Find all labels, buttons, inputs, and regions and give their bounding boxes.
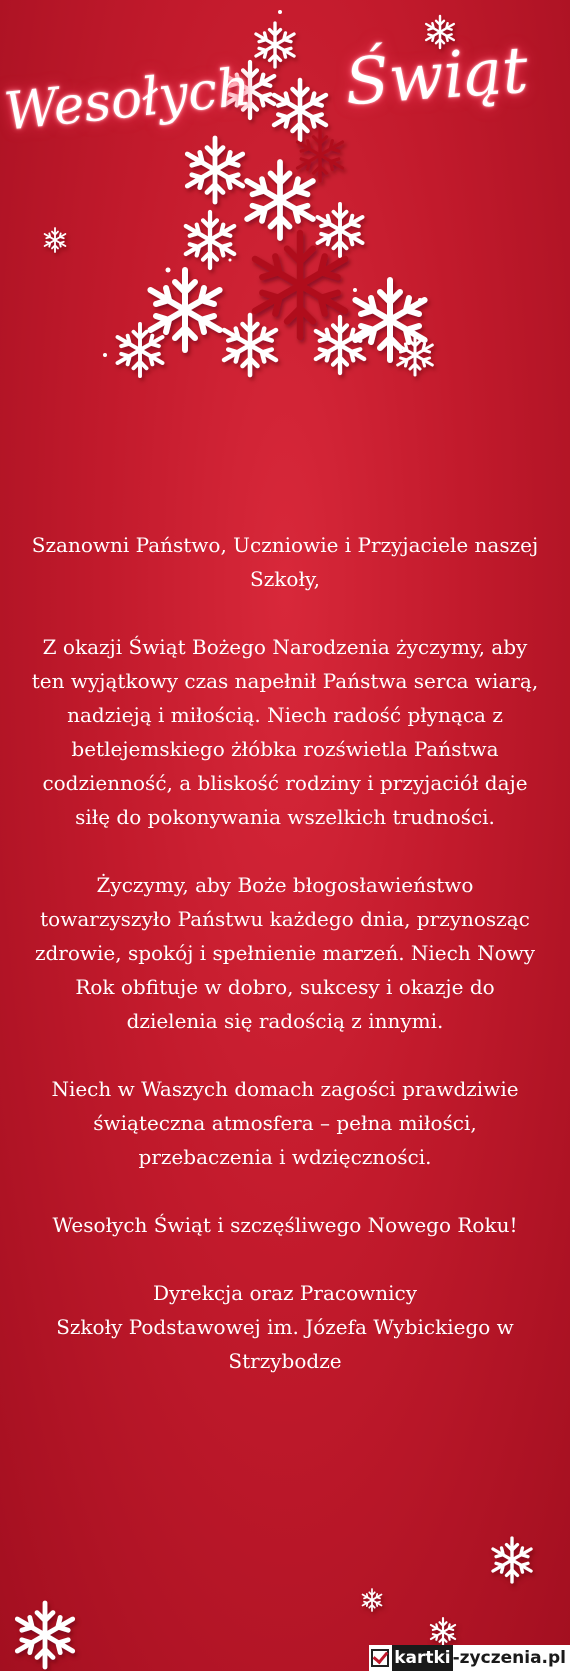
signature-line-2: Szkoły Podstawowej im. Józefa Wybickiego w Strzybodze xyxy=(56,1315,514,1373)
message-paragraph-3: Niech w Waszych domach zagości prawdziwie świąteczna atmosfera – pełna miłości, przebaczenia i wdzięczności. xyxy=(51,1077,519,1169)
snowflake-icon xyxy=(431,1618,455,1646)
brand-name-part1: kartki xyxy=(392,1645,452,1671)
snowflake-icon xyxy=(362,1589,381,1611)
snowflake-icon xyxy=(493,1538,531,1582)
title-word-wesolych: Wesołych xyxy=(1,57,254,143)
signature-line-1: Dyrekcja oraz Pracownicy xyxy=(152,1281,418,1305)
brand-watermark-link[interactable] xyxy=(369,1645,570,1671)
snowflake-icon xyxy=(17,1603,72,1667)
logo-check-icon xyxy=(371,1649,389,1667)
greeting-message xyxy=(30,528,540,1378)
message-paragraph-1: Z okazji Świąt Bożego Narodzenia życzymy, aby ten wyjątkowy czas napełnił Państwa serca wiarą, nadzieją i miłością. Niech radość płynąca z betlejemskiego żłóbka rozświetla Państwa codzienność, a bliskość rodziny i przyjaciół daje siłę do pokonywania wszelkich trudności. xyxy=(31,635,539,829)
message-paragraph-2: Życzymy, aby Boże błogosławieństwo towarzyszyło Państwu każdego dnia, przynosząc zdrowie, spokój i spełnienie marzeń. Niech Nowy Rok obfituje w dobro, sukcesy i okazje do dzielenia się radością z innymi. xyxy=(34,873,536,1033)
greeting-line: Szanowni Państwo, Uczniowie i Przyjaciele naszej Szkoły, xyxy=(31,533,539,591)
card-title xyxy=(0,20,570,160)
brand-name-part2: -zyczenia.pl xyxy=(452,1648,566,1668)
closing-line: Wesołych Świąt i szczęśliwego Nowego Roku! xyxy=(52,1213,518,1237)
title-word-swiat: Świąt xyxy=(342,33,531,121)
